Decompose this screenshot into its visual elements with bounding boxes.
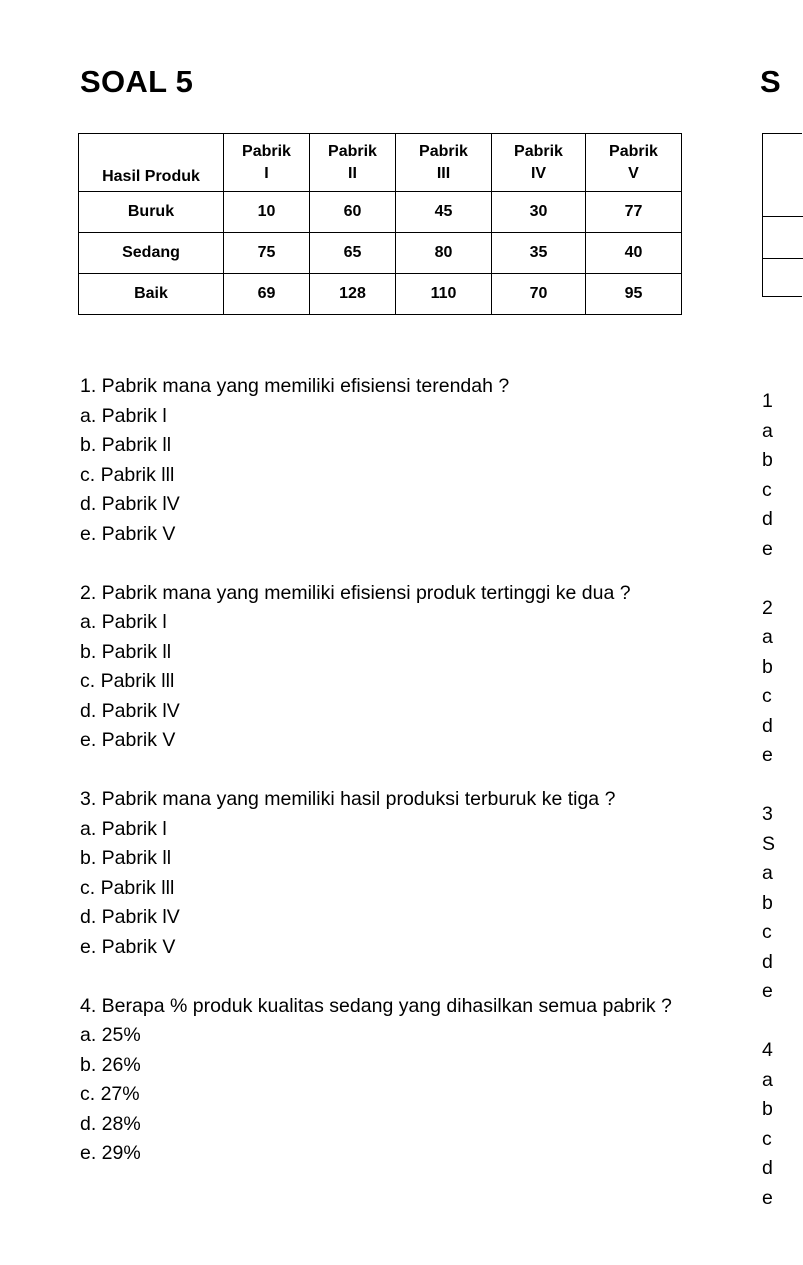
question-2 [80, 579, 720, 756]
table-cell: 128 [310, 274, 396, 315]
option-e: e. 29% [80, 1142, 141, 1164]
text-fragment: c [762, 478, 772, 501]
text-fragment: b [762, 655, 773, 678]
row-label: Buruk [79, 192, 224, 233]
option-c: c. Pabrik lll [80, 670, 175, 692]
table-header-row [79, 134, 682, 192]
text-fragment: c [762, 685, 772, 707]
option-list [80, 815, 720, 963]
text-fragment: c [762, 921, 772, 943]
table-cell: 69 [224, 274, 310, 315]
table-cell: 65 [310, 233, 396, 274]
text-fragment: d [762, 950, 773, 973]
table-cell: 35 [492, 233, 586, 274]
text-fragment: 1 [762, 390, 773, 412]
text-fragment: S [762, 832, 776, 855]
text-fragment: e [762, 744, 773, 766]
option-d: d. Pabrik lV [80, 493, 180, 515]
option-b: b. Pabrik ll [80, 640, 172, 663]
table-rule [763, 258, 803, 259]
option-c: c. Pabrik lll [80, 463, 175, 486]
question-3 [80, 785, 720, 962]
column-header-pabrik-4: Pabrik IV [492, 134, 586, 192]
row-label: Sedang [79, 233, 224, 274]
text-fragment: 2 [762, 596, 773, 619]
option-b: b. 26% [80, 1053, 141, 1076]
option-b: b. Pabrik ll [80, 847, 172, 869]
option-e: e. Pabrik V [80, 522, 176, 545]
question-text: 1. Pabrik mana yang memiliki efisiensi terendah ? [80, 375, 510, 397]
option-c: c. 27% [80, 1083, 140, 1105]
option-a: a. Pabrik l [80, 817, 167, 840]
text-fragment: b [762, 1098, 773, 1120]
column-header-pabrik-1: Pabrik I [224, 134, 310, 192]
option-c: c. Pabrik lll [80, 876, 175, 899]
column-header-pabrik-3: Pabrik III [396, 134, 492, 192]
question-text: 4. Berapa % produk kualitas sedang yang dihasilkan semua pabrik ? [80, 994, 672, 1017]
option-a: a. Pabrik l [80, 611, 167, 633]
table-cell: 30 [492, 192, 586, 233]
option-a: a. Pabrik l [80, 404, 167, 427]
table-rule [763, 216, 803, 217]
question-4 [80, 992, 720, 1169]
text-fragment: 4 [762, 1039, 773, 1061]
next-page-title-fragment: S [760, 64, 781, 99]
table-row [79, 274, 682, 315]
table-row [79, 192, 682, 233]
text-fragment: 3 [762, 803, 773, 825]
table-row [79, 233, 682, 274]
column-header-pabrik-5: Pabrik V [586, 134, 682, 192]
question-list [80, 372, 720, 1198]
text-fragment: d [762, 1157, 773, 1179]
next-page-clip [760, 0, 800, 1265]
question-text: 3. Pabrik mana yang memiliki hasil produksi terburuk ke tiga ? [80, 788, 616, 810]
next-page-text-fragments [762, 387, 775, 1213]
question-text: 2. Pabrik mana yang memiliki efisiensi produk tertinggi ke dua ? [80, 581, 631, 604]
question-1 [80, 372, 720, 549]
column-header-pabrik-2: Pabrik II [310, 134, 396, 192]
option-list [80, 1021, 720, 1169]
option-list [80, 608, 720, 756]
table-cell: 10 [224, 192, 310, 233]
text-fragment [762, 771, 775, 801]
text-fragment: a [762, 419, 773, 442]
text-fragment [762, 564, 775, 594]
text-fragment: d [762, 508, 773, 530]
table-cell: 70 [492, 274, 586, 315]
production-table [78, 133, 682, 315]
text-fragment: a [762, 862, 773, 884]
table-cell: 95 [586, 274, 682, 315]
text-fragment: e [762, 980, 773, 1002]
text-fragment: a [762, 626, 773, 648]
text-fragment: b [762, 449, 773, 471]
table-cell: 40 [586, 233, 682, 274]
option-list [80, 402, 720, 550]
table-cell: 77 [586, 192, 682, 233]
corner-header: Hasil Produk [79, 134, 224, 192]
table-cell: 75 [224, 233, 310, 274]
table-cell: 60 [310, 192, 396, 233]
text-fragment: e [762, 1186, 773, 1209]
row-label: Baik [79, 274, 224, 315]
text-fragment: a [762, 1068, 773, 1091]
table-cell: 110 [396, 274, 492, 315]
table-cell: 45 [396, 192, 492, 233]
option-d: d. Pabrik lV [80, 699, 180, 722]
option-a: a. 25% [80, 1024, 141, 1046]
text-fragment: d [762, 714, 773, 737]
option-d: d. Pabrik lV [80, 906, 180, 928]
next-page-table-fragment [762, 133, 802, 297]
page-title: SOAL 5 [80, 64, 194, 99]
text-fragment [762, 1007, 775, 1037]
option-e: e. Pabrik V [80, 729, 176, 751]
option-b: b. Pabrik ll [80, 434, 172, 456]
option-e: e. Pabrik V [80, 935, 176, 958]
text-fragment: b [762, 891, 773, 914]
option-d: d. 28% [80, 1112, 141, 1135]
table-cell: 80 [396, 233, 492, 274]
text-fragment: e [762, 537, 773, 560]
text-fragment: c [762, 1127, 772, 1150]
